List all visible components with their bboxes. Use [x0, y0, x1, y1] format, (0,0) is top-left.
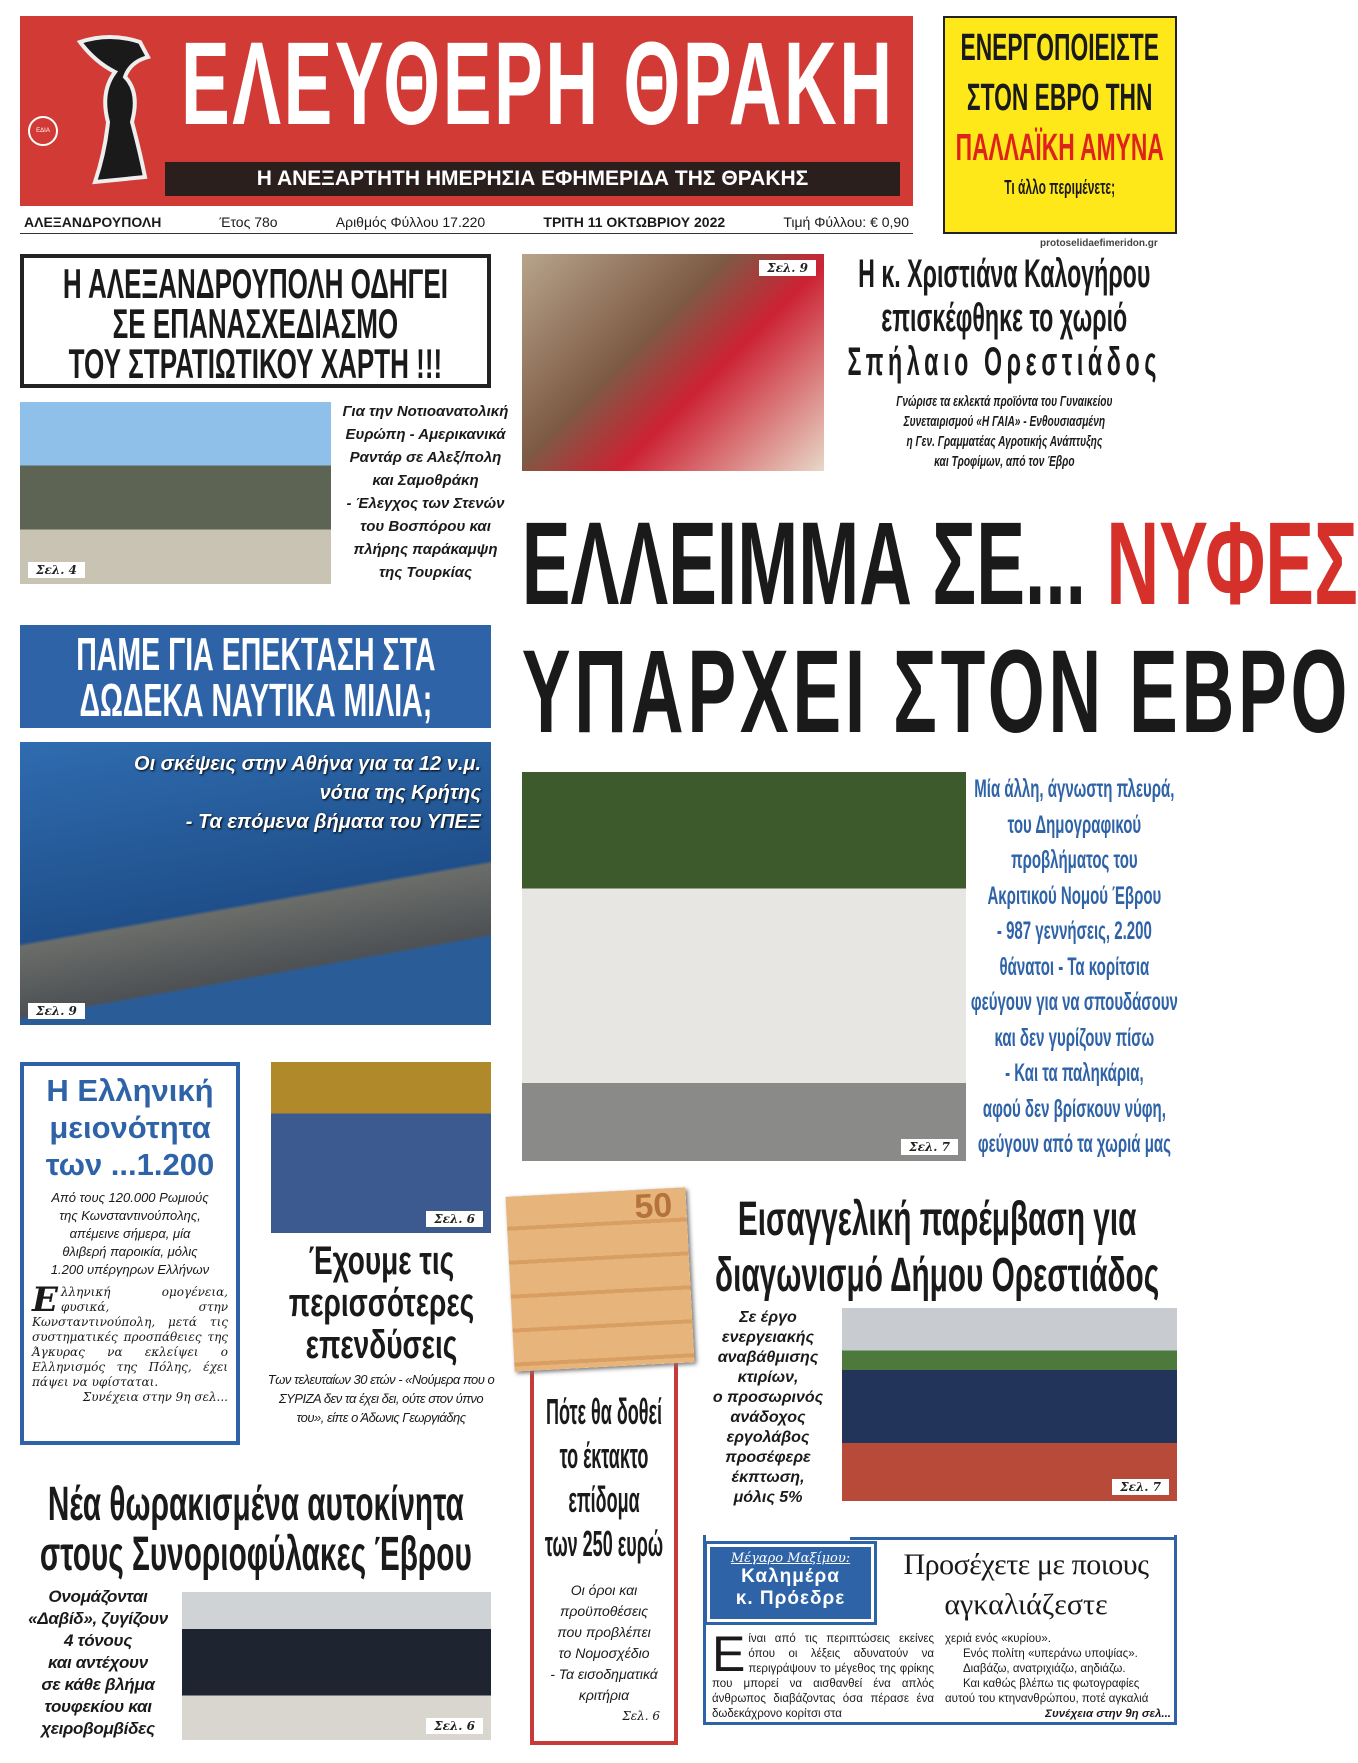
column-kicker-box	[710, 1547, 871, 1619]
story-map-caption	[333, 400, 518, 584]
subtitle-line: φεύγουν από τα χωριά μας	[977, 1130, 1171, 1158]
caption-line: έκπτωση,	[731, 1469, 805, 1486]
story-minority-box[interactable]	[20, 1062, 240, 1445]
caption-line: Ραντάρ σε Αλεξ/πολη	[349, 449, 502, 466]
women-group-photo[interactable]	[522, 254, 824, 471]
page-ref: Σελ. 6	[426, 1718, 483, 1734]
headline-line: Η Ελληνική	[46, 1073, 214, 1108]
headline-line: στους Συνοριοφύλακες Έβρου	[39, 1528, 472, 1581]
dropcap: Ε	[32, 1280, 58, 1320]
logo-statue	[70, 32, 170, 192]
headline-line2: ΥΠΑΡΧΕΙ ΣΤΟΝ ΕΒΡΟ	[521, 626, 1352, 758]
page-ref: Σελ. 9	[28, 1003, 85, 1019]
headline-line: αγκαλιάζεστε	[944, 1588, 1108, 1621]
headline-line: επενδύσεις	[305, 1323, 457, 1367]
subtitle-line: προϋποθέσεις	[559, 1603, 649, 1619]
headline-line: Πότε θα δοθεί	[545, 1391, 663, 1432]
story-map-headline-box[interactable]	[20, 254, 491, 388]
kicker: Μέγαρο Μαξίμου:	[730, 1551, 851, 1566]
caption-line: ενεργειακής	[721, 1329, 815, 1346]
caption-line: - Έλεγχος των Στενών	[346, 495, 505, 512]
subtitle-line: του Δημογραφικού	[1007, 810, 1141, 839]
story-vehicles-caption	[16, 1586, 180, 1740]
headline-line: επισκέφθηκε το χωριό	[881, 296, 1127, 340]
column-headline	[876, 1545, 1176, 1625]
caption-line: ο προσωρινός	[712, 1389, 824, 1406]
story-invest-subtitle: Των τελευταίων 30 ετών - «Νούμερα που ο ΣΥΡΙΖΑ δεν τα έχει δει, ούτε στον ύπνο του», είπε ο Άδωνις Γεωργιάδης	[267, 1372, 495, 1425]
lead-line: απέμεινε σήμερα, μία	[69, 1226, 191, 1241]
headline-line: περισσότερες	[288, 1281, 474, 1325]
caption-line: μόλις 5%	[733, 1489, 803, 1506]
headline-line: ΣΕ ΕΠΑΝΑΣΧΕΔΙΑΣΜΟ	[112, 300, 399, 347]
story-visit-headline[interactable]	[831, 252, 1177, 386]
page-ref: Σελ. 9	[759, 260, 816, 276]
headline-line: διαγωνισμό Δήμου Ορεστιάδος	[714, 1249, 1160, 1302]
subtitle-line: Μία άλλη, άγνωστη πλευρά,	[974, 775, 1175, 803]
subtitle-line: αφού δεν βρίσκουν νύφη,	[982, 1094, 1166, 1123]
story-tender-caption	[697, 1308, 839, 1508]
city: ΑΛΕΞΑΝΔΡΟΥΠΟΛΗ	[24, 214, 162, 230]
ad-box[interactable]	[943, 16, 1177, 234]
warship-photo[interactable]	[20, 742, 491, 1025]
continue-link[interactable]: Συνέχεια στην 9η σελ...	[1045, 1708, 1171, 1720]
caption-line: του Βοσπόρου και	[360, 518, 491, 535]
headline-line: Προσέχετε με ποιους	[903, 1548, 1149, 1581]
date: ΤΡΙΤΗ 11 ΟΚΤΩΒΡΙΟΥ 2022	[543, 214, 726, 230]
banknotes-image	[506, 1187, 695, 1371]
photo-caption	[134, 750, 481, 837]
caption-line: χειροβομβίδες	[41, 1719, 155, 1738]
headline-line: ΤΟΥ ΣΤΡΑΤΙΩΤΙΚΟΥ ΧΑΡΤΗ !!!	[68, 340, 443, 387]
headline-line: Η κ. Χριστιάνα Καλογήρου	[857, 252, 1151, 296]
headline-line: Σπήλαιο Ορεστιάδος	[847, 340, 1161, 384]
column-body-2	[945, 1632, 1171, 1722]
headline-part1: ΕΛΛΕΙΜΜΑ ΣΕ...	[521, 498, 1087, 630]
newspaper-title: ΕΛΕΥΘΕΡΗ ΘΡΑΚΗ	[180, 18, 895, 150]
source-watermark: protoselidaefimeridon.gr	[1040, 238, 1158, 249]
headline-line: των 250 ευρώ	[544, 1523, 664, 1564]
headline-line: Έχουμε τις	[308, 1239, 454, 1283]
lead-line: Από τους 120.000 Ρωμιούς	[51, 1190, 209, 1205]
subtitle-line: Συνεταιρισμού «Η ΓΑΙΑ» - Ενθουσιασμένη	[903, 414, 1105, 430]
banknote-value: 50	[633, 1186, 674, 1227]
lead-line: 1.200 υπέργηρων Ελλήνων	[50, 1262, 210, 1277]
headline-line: των ...1.200	[45, 1147, 215, 1182]
armored-vehicles-photo[interactable]	[182, 1592, 491, 1740]
body-text: λληνική ομογένεια, φυσικά, στην Κωνσταντινούπολη, μετά τις συστηματικές προσπάθειες της Άγκυρας να εκλείψει ο Ελληνισμός της Πόλης, έχει πάψει να υφίσταται.	[32, 1285, 228, 1389]
caption-line: τουφεκίου και	[44, 1697, 152, 1716]
ad-line: ΣΤΟΝ ΕΒΡΟ ΤΗΝ	[967, 77, 1153, 119]
continue-link[interactable]: Συνέχεια στην 9η σελ...	[82, 1390, 228, 1404]
subtitle-line: Γνώρισε τα εκλεκτά προϊόντα του Γυναικείου	[895, 394, 1113, 410]
caption-line: σε κάθε βλήμα	[41, 1675, 155, 1694]
ad-line: ΕΝΕΡΓΟΠΟΙΕΙΣΤΕ	[960, 27, 1160, 69]
headline-line: ΔΩΔΕΚΑ ΝΑΥΤΙΚΑ ΜΙΛΙΑ;	[79, 674, 432, 726]
caption-line: Για την Νοτιοανατολική	[342, 403, 509, 420]
subtitle-line: - Τα εισοδηματικά	[550, 1666, 658, 1682]
seal-logo: ΕΔΙΑ	[28, 116, 58, 146]
caption-line: ανάδοχος	[730, 1409, 806, 1426]
body-text: Και καθώς βλέπω τις φωτογραφίες αυτού του κτηνανθρώπου, ποτέ αγκαλιά	[945, 1678, 1149, 1705]
story-allowance-headline	[534, 1390, 674, 1570]
minister-photo[interactable]	[271, 1062, 491, 1233]
story-tender-headline[interactable]	[697, 1192, 1177, 1304]
page-ref: Σελ. 6	[622, 1709, 660, 1723]
price: Τιμή Φύλλου: € 0,90	[783, 214, 909, 230]
headline-line: Νέα θωρακισμένα αυτοκίνητα	[47, 1478, 464, 1531]
caption-line: προσέφερε	[725, 1449, 811, 1466]
caption-line: - Τα επόμενα βήματα του ΥΠΕΞ	[185, 811, 481, 833]
story-invest-headline[interactable]	[268, 1240, 494, 1366]
headline-line: το έκτακτο	[559, 1435, 649, 1476]
subtitle-line: - 987 γεννήσεις, 2.200	[996, 917, 1152, 945]
tagline: Η ΑΝΕΞΑΡΤΗΤΗ ΗΜΕΡΗΣΙΑ ΕΦΗΜΕΡΙΔΑ ΤΗΣ ΘΡΑΚΗΣ	[165, 162, 900, 196]
headline-line: μειονότητα	[49, 1110, 211, 1145]
main-headline[interactable]	[521, 498, 1358, 765]
subtitle-line: - Και τα παληκάρια,	[1004, 1059, 1144, 1087]
caption-line: κτιρίων,	[737, 1369, 799, 1386]
headline-line: Η ΑΛΕΞΑΝΔΡΟΥΠΟΛΗ ΟΔΗΓΕΙ	[62, 260, 449, 307]
main-subtitle	[970, 772, 1178, 1167]
caption-line: Ονομάζονται	[48, 1587, 148, 1606]
subtitle-line: που προβλέπει	[557, 1624, 651, 1640]
body-text: Ενός πολίτη «υπεράνω υποψίας».	[963, 1648, 1138, 1660]
subtitle-line: φεύγουν για να σπουδάσουν	[970, 988, 1178, 1016]
headline-accent: ΝΥΦΕΣ	[1106, 498, 1358, 630]
caption-line: εργολάβος	[726, 1429, 810, 1446]
subtitle-line: Οι όροι και	[570, 1582, 638, 1598]
story-miles-headline-box[interactable]	[20, 625, 491, 728]
page-ref: Σελ. 7	[901, 1139, 958, 1155]
subtitle-line: προβλήματος του	[1010, 846, 1138, 874]
body-text: Διαβάζω, ανατριχιάζω, αηδιάζω.	[963, 1663, 1126, 1675]
subtitle-line: η Γεν. Γραμματέας Αγροτικής Ανάπτυξης	[906, 434, 1102, 450]
kicker-title-line: κ. Πρόεδρε	[735, 1588, 846, 1609]
subtitle-line: και δεν γυρίζουν πίσω	[994, 1023, 1154, 1052]
brides-photo[interactable]	[522, 772, 966, 1161]
caption-line: πλήρης παράκαμψη	[353, 541, 498, 558]
dropcap: Ε	[712, 1626, 746, 1682]
subtitle-line: το Νομοσχέδιο	[558, 1645, 650, 1661]
page-ref: Σελ. 7	[1112, 1479, 1169, 1495]
year: Έτος 78ο	[219, 214, 278, 230]
lead-line: της Κωνσταντινούπολης,	[59, 1208, 201, 1223]
body-text: ίναι από τις περιπτώσεις εκείνες όπου οι λέξεις αδυνατούν να περιγράψουν το μέγεθος της φρίκης που μπορεί να αισθανθεί ένα απλός άνθρωπος διαβάζοντας όσα πέρασε ένα δωδεκάχρονο κορίτσι στα	[712, 1633, 934, 1720]
caption-line: και Σαμοθράκη	[372, 472, 479, 489]
ad-line: ΠΑΛΛΑΪΚΗ ΑΜΥΝΑ	[955, 127, 1165, 169]
caption-line: Ευρώπη - Αμερικανικά	[345, 426, 506, 443]
masthead	[20, 16, 913, 206]
body-text: χεριά ενός «κυρίου».	[945, 1633, 1051, 1645]
subtitle-line: θάνατοι - Τα κορίτσια	[999, 952, 1149, 981]
caption-line: της Τουρκίας	[378, 564, 473, 581]
subtitle-line: Ακριτικού Νομού Έβρου	[987, 881, 1161, 910]
helicopters-photo[interactable]	[20, 402, 331, 584]
caption-line: 4 τόνους	[63, 1631, 133, 1650]
kicker-title-line: Καλημέρα	[741, 1566, 840, 1587]
minority-headline	[32, 1072, 228, 1183]
caption-line: Σε έργο	[739, 1309, 797, 1326]
subtitle-line: κριτήρια	[578, 1687, 630, 1703]
story-vehicles-headline[interactable]	[20, 1480, 491, 1582]
story-visit-subtitle	[826, 392, 1182, 476]
caption-line: και αντέχουν	[48, 1653, 148, 1672]
page-ref: Σελ. 6	[426, 1211, 483, 1227]
page-ref: Σελ. 4	[28, 562, 85, 578]
issue-number: Αριθμός Φύλλου 17.220	[335, 214, 486, 230]
caption-line: Οι σκέψεις στην Αθήνα για τα 12 ν.μ.	[134, 753, 481, 775]
headline-line: Εισαγγελική παρέμβαση για	[737, 1193, 1137, 1246]
headline-line: επίδομα	[568, 1479, 640, 1520]
info-bar	[20, 214, 913, 234]
solar-panels-photo[interactable]	[842, 1308, 1177, 1501]
caption-line: αναβάθμισης	[717, 1349, 819, 1366]
column-body-1	[712, 1626, 934, 1722]
caption-line: νότια της Κρήτης	[319, 782, 481, 804]
subtitle-line: και Τροφίμων, από τον Έβρο	[933, 454, 1075, 470]
ad-tagline: Τι άλλο περιμένετε;	[1004, 177, 1116, 199]
headline-line: ΠΑΜΕ ΓΙΑ ΕΠΕΚΤΑΣΗ ΣΤΑ	[75, 628, 436, 680]
lead-line: θλιβερή παροικία, μόλις	[62, 1244, 198, 1259]
caption-line: «Δαβίδ», ζυγίζουν	[28, 1609, 168, 1628]
story-allowance-subtitle	[534, 1580, 674, 1727]
